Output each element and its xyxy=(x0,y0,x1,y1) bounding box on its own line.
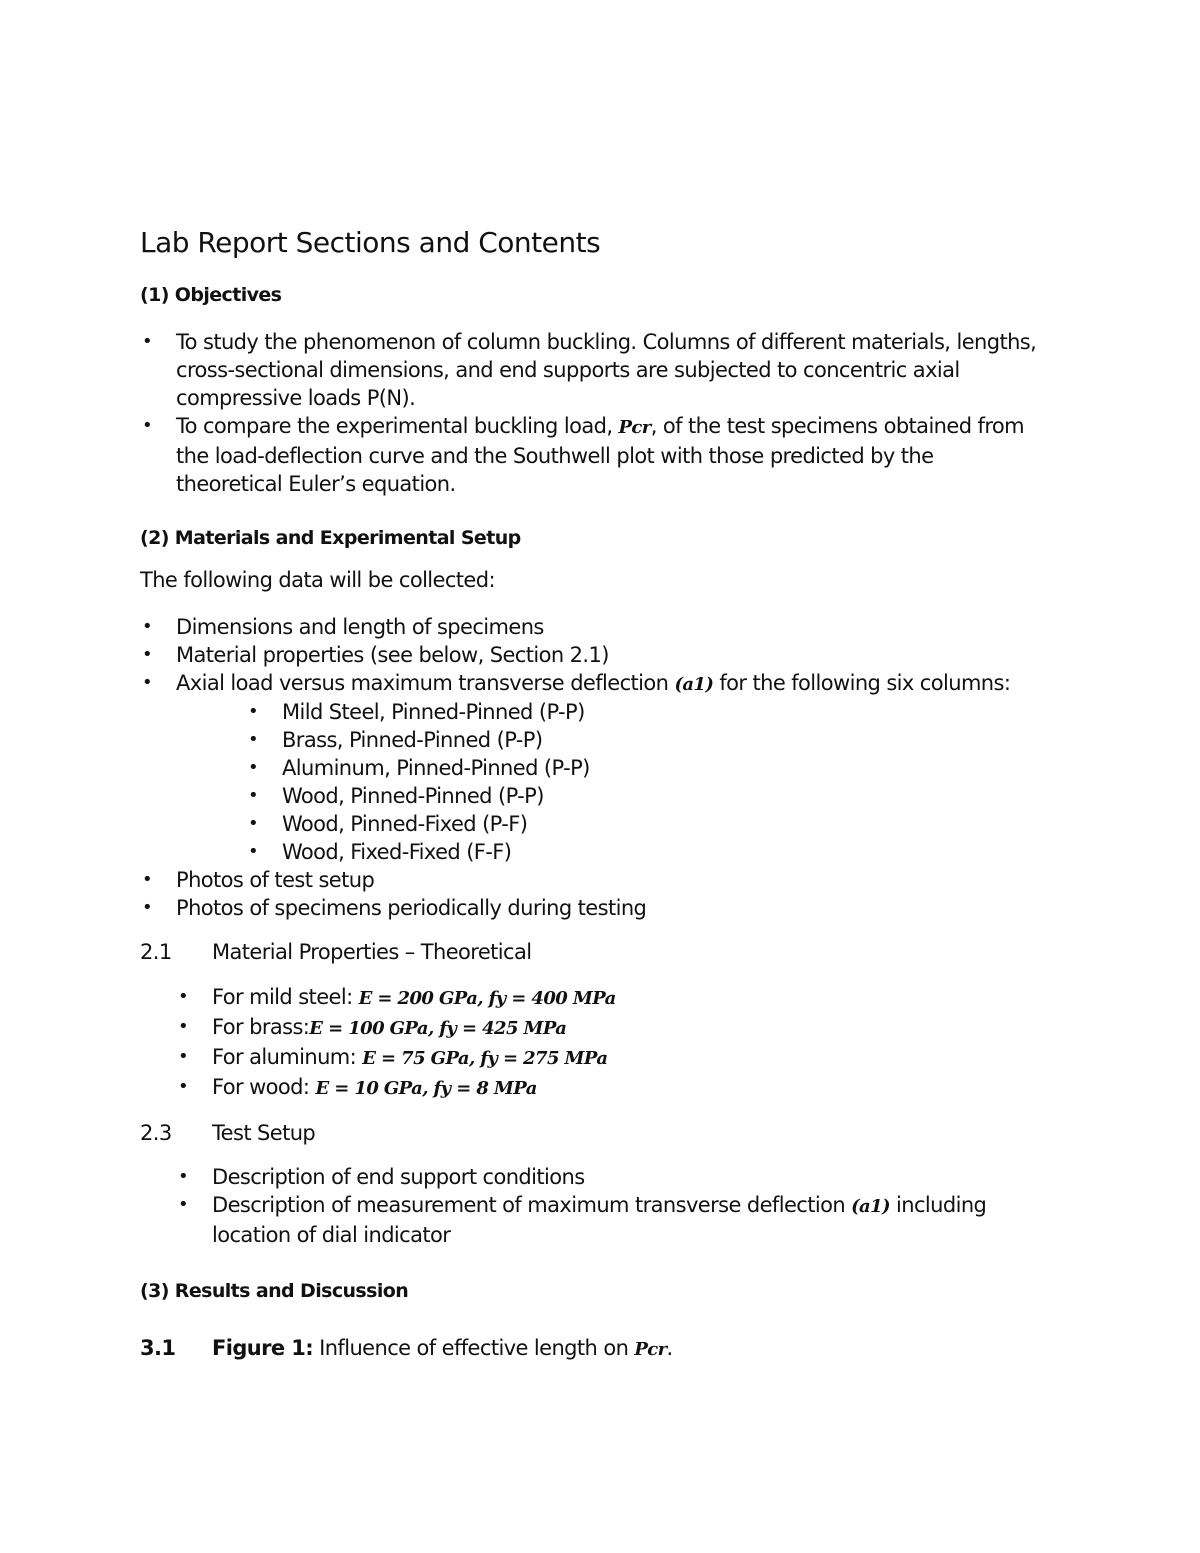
list-item xyxy=(176,1073,616,1103)
list-item: • Wood, Pinned-Pinned (P-P) xyxy=(246,782,590,810)
photos-list xyxy=(140,866,646,922)
math-formula: E = 10 GPa, fy = 8 MPa xyxy=(315,1078,537,1099)
list-item: • Aluminum, Pinned-Pinned (P-P) xyxy=(246,754,590,782)
text-segment: including location of dial indicator xyxy=(212,1193,987,1247)
text-segment: , of the test specimens obtained from the load-deflection curve and the Southwell plot with those predicted by the theoretical Euler’s equation. xyxy=(176,414,1024,496)
list-item xyxy=(176,983,616,1013)
section-number: 2.1 xyxy=(140,940,172,964)
objectives-list xyxy=(140,328,1040,498)
list-item xyxy=(176,1013,616,1043)
section-title: Test Setup xyxy=(212,1121,316,1145)
list-item: • Description of end support conditions xyxy=(176,1163,1036,1191)
math-a1: (a1) xyxy=(674,674,714,695)
page-title: Lab Report Sections and Contents xyxy=(140,226,601,259)
section-number: 3.1 xyxy=(140,1336,176,1360)
material-label: For wood: xyxy=(212,1075,316,1099)
results-heading: (3) Results and Discussion xyxy=(140,1280,409,1302)
objectives-heading: (1) Objectives xyxy=(140,284,282,306)
math-formula: E = 100 GPa, fy = 425 MPa xyxy=(309,1018,567,1039)
material-label: For mild steel: xyxy=(212,985,359,1009)
material-label: For aluminum: xyxy=(212,1045,363,1069)
list-item: • Wood, Pinned-Fixed (P-F) xyxy=(246,810,590,838)
materials-intro: The following data will be collected: xyxy=(140,568,495,592)
list-item: • To study the phenomenon of column buckling. Columns of different materials, lengths, cross-sectional dimensions, and end supports are subjected to concentric axial compressive loads P(N). xyxy=(140,328,1040,412)
section-number: 2.3 xyxy=(140,1121,172,1145)
section-2-3-heading xyxy=(140,1121,315,1145)
list-item xyxy=(176,1043,616,1073)
figure-end: . xyxy=(666,1336,673,1360)
math-pcr: Pcr xyxy=(634,1339,667,1360)
section-2-1-heading xyxy=(140,940,531,964)
list-item xyxy=(140,669,1040,699)
test-setup-list xyxy=(176,1163,1036,1249)
data-list xyxy=(140,613,1040,699)
list-item: • Mild Steel, Pinned-Pinned (P-P) xyxy=(246,698,590,726)
text-segment: for the following six columns: xyxy=(713,671,1011,695)
list-item: • Wood, Fixed-Fixed (F-F) xyxy=(246,838,590,866)
text-segment: To compare the experimental buckling load, xyxy=(176,414,619,438)
list-item: • Brass, Pinned-Pinned (P-P) xyxy=(246,726,590,754)
list-item: • Photos of specimens periodically during testing xyxy=(140,894,646,922)
material-properties-list xyxy=(176,983,616,1103)
figure-1-caption xyxy=(140,1336,673,1360)
material-label: For brass: xyxy=(212,1015,310,1039)
list-item: • Photos of test setup xyxy=(140,866,646,894)
list-item: • Material properties (see below, Section 2.1) xyxy=(140,641,1040,669)
list-item: • Dimensions and length of specimens xyxy=(140,613,1040,641)
columns-list xyxy=(246,698,590,866)
math-formula: E = 75 GPa, fy = 275 MPa xyxy=(362,1048,608,1069)
list-item xyxy=(176,1191,1036,1249)
figure-label: Figure 1: xyxy=(212,1336,314,1360)
materials-heading: (2) Materials and Experimental Setup xyxy=(140,527,521,549)
text-segment: Axial load versus maximum transverse deflection xyxy=(176,671,675,695)
math-a1: (a1) xyxy=(851,1196,890,1217)
math-formula: E = 200 GPa, fy = 400 MPa xyxy=(358,988,616,1009)
text-segment: Description of measurement of maximum transverse deflection xyxy=(212,1193,852,1217)
section-title: Material Properties – Theoretical xyxy=(212,940,532,964)
figure-text: Influence of effective length on xyxy=(313,1336,635,1360)
list-item xyxy=(140,412,1040,498)
math-pcr: Pcr xyxy=(618,417,651,438)
